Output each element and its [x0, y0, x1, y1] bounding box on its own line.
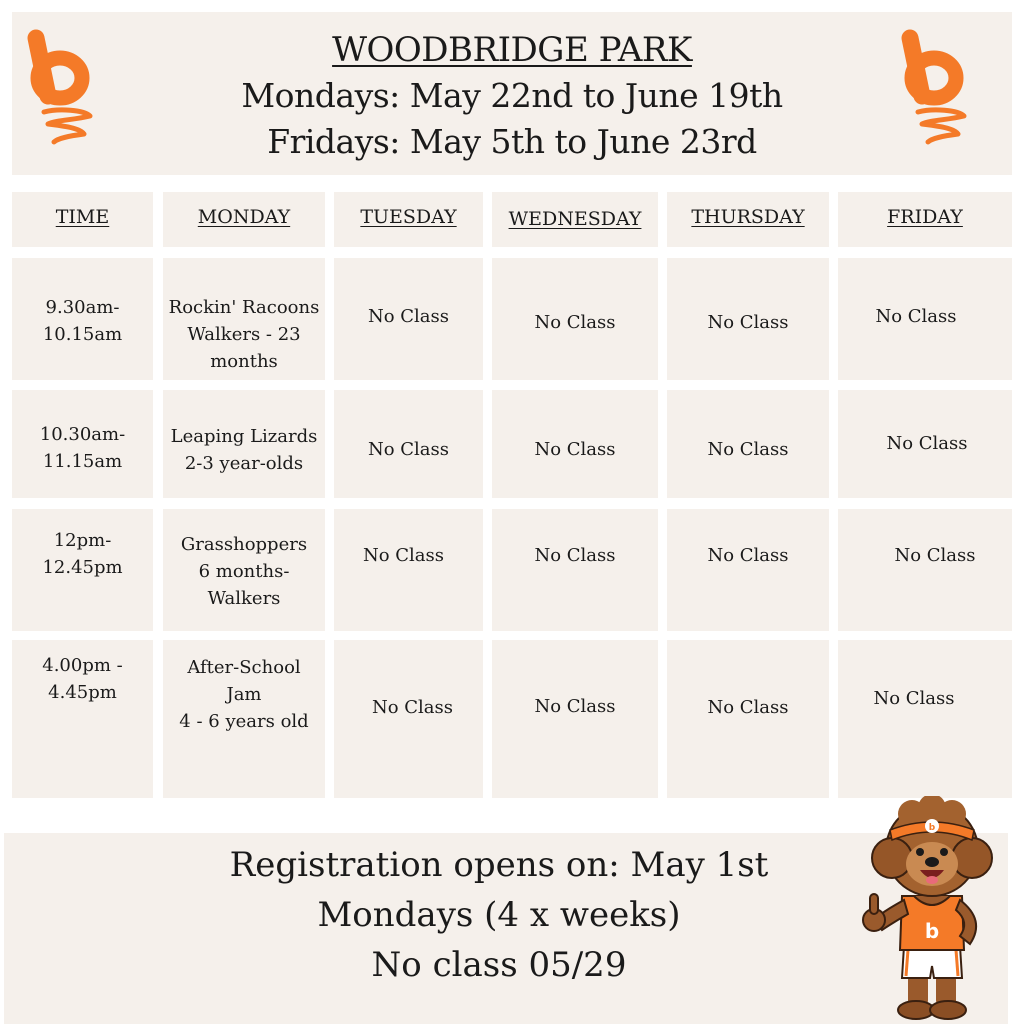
session-length: Mondays (4 x weeks)	[317, 895, 681, 935]
dog-mascot-thumbs-up-icon	[852, 796, 1008, 1022]
time-cell: 9.30am- 10.15am	[12, 258, 153, 380]
class-cell: Leaping Lizards 2-3 year-olds	[163, 390, 325, 498]
no-class-cell: No Class	[492, 509, 658, 631]
no-class-cell: No Class	[334, 509, 483, 631]
class-cell: After-School Jam 4 - 6 years old	[163, 640, 325, 798]
header-cell-thursday: THURSDAY	[667, 192, 829, 247]
svg-text:b: b	[924, 919, 940, 943]
b-swirl-logo-icon	[14, 16, 104, 146]
header-cell-friday: FRIDAY	[838, 192, 1012, 247]
no-class-cell: No Class	[492, 258, 658, 380]
header-cell-wednesday: WEDNESDAY	[492, 192, 658, 247]
no-class-cell: No Class	[334, 390, 483, 498]
page-title: WOODBRIDGE PARK	[332, 30, 692, 70]
no-class-note: No class 05/29	[371, 945, 627, 985]
no-class-cell: No Class	[334, 258, 483, 380]
class-cell: Grasshoppers 6 months- Walkers	[163, 509, 325, 631]
no-class-cell: No Class	[492, 390, 658, 498]
time-cell: 12pm- 12.45pm	[12, 509, 153, 631]
no-class-cell: No Class	[667, 258, 829, 380]
header-panel	[12, 12, 1012, 175]
no-class-cell: No Class	[838, 640, 1012, 798]
header-cell-tuesday: TUESDAY	[334, 192, 483, 247]
mondays-dates: Mondays: May 22nd to June 19th	[241, 76, 783, 115]
fridays-dates: Fridays: May 5th to June 23rd	[267, 122, 757, 161]
header-cell-monday: MONDAY	[163, 192, 325, 247]
no-class-cell: No Class	[667, 640, 829, 798]
b-swirl-logo-icon	[888, 16, 978, 146]
no-class-cell: No Class	[838, 390, 1012, 498]
time-cell: 4.00pm - 4.45pm	[12, 640, 153, 798]
time-cell: 10.30am- 11.15am	[12, 390, 153, 498]
no-class-cell: No Class	[492, 640, 658, 798]
no-class-cell: No Class	[667, 509, 829, 631]
header-cell-time: TIME	[12, 192, 153, 247]
registration-date: Registration opens on: May 1st	[229, 845, 769, 885]
no-class-cell: No Class	[334, 640, 483, 798]
no-class-cell: No Class	[667, 390, 829, 498]
class-cell: Rockin' Racoons Walkers - 23 months	[163, 258, 325, 380]
no-class-cell: No Class	[838, 509, 1012, 631]
svg-text:b: b	[928, 823, 936, 833]
no-class-cell: No Class	[838, 258, 1012, 380]
